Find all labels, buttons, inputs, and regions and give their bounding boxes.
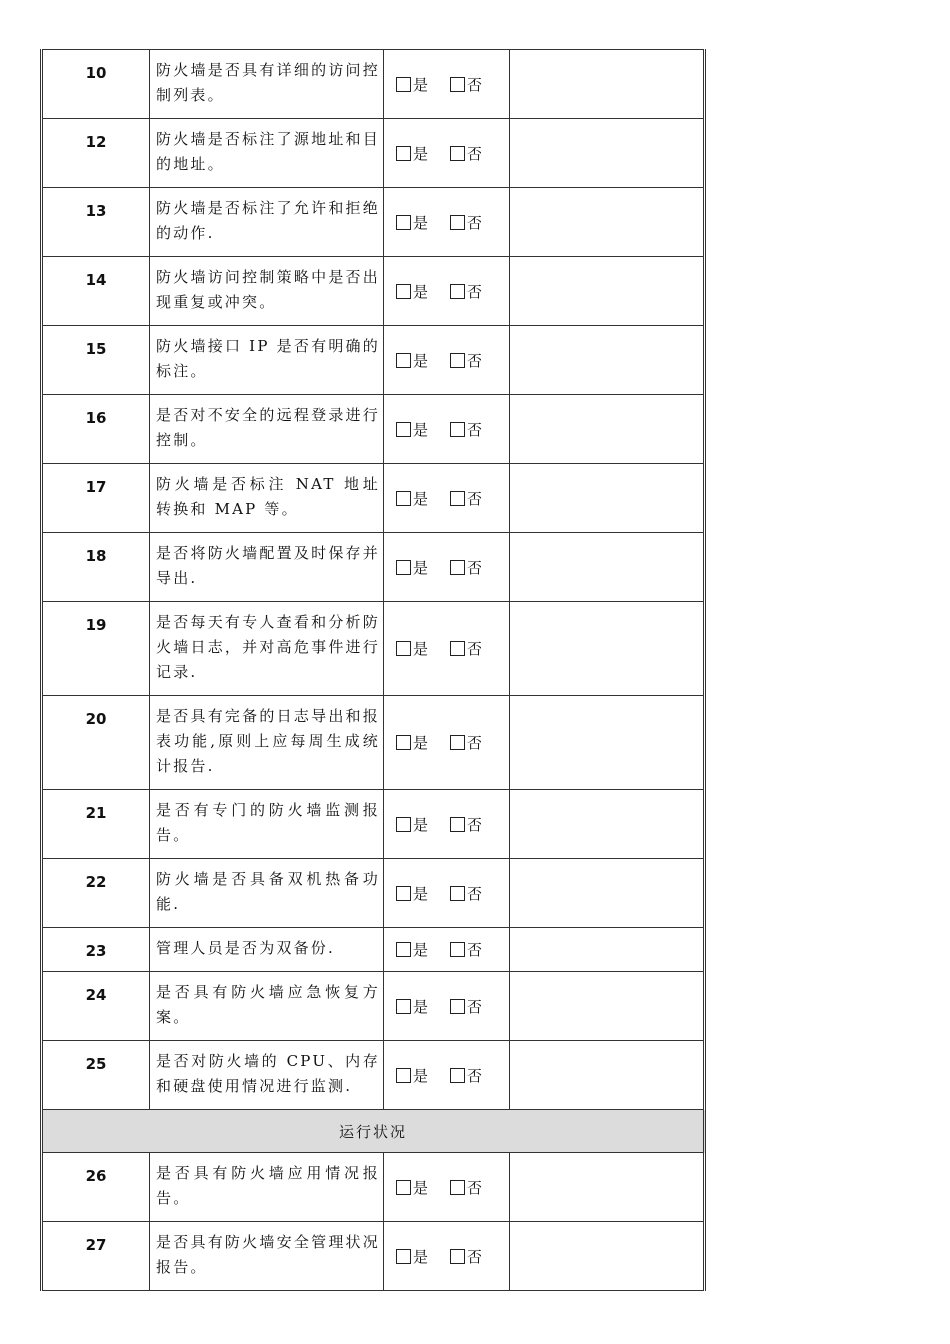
yes-checkbox[interactable] — [396, 77, 411, 92]
answer-options — [384, 928, 510, 972]
question-text: 防火墙是否标注 NAT 地址转换和 MAP 等。 — [150, 464, 384, 533]
yes-checkbox[interactable] — [396, 817, 411, 832]
option-no[interactable] — [450, 732, 482, 753]
item-number: 24 — [42, 972, 150, 1041]
yes-checkbox[interactable] — [396, 886, 411, 901]
table-row — [42, 696, 705, 790]
yes-label: 是 — [413, 734, 429, 752]
section-title: 运行状况 — [42, 1110, 705, 1153]
remarks-cell[interactable] — [510, 257, 705, 326]
option-no[interactable] — [450, 143, 482, 164]
yes-checkbox[interactable] — [396, 1249, 411, 1264]
item-number: 15 — [42, 326, 150, 395]
option-no[interactable] — [450, 883, 482, 904]
table-row — [42, 119, 705, 188]
remarks-cell[interactable] — [510, 928, 705, 972]
remarks-cell[interactable] — [510, 1041, 705, 1110]
answer-options — [384, 1222, 510, 1291]
question-text: 是否将防火墙配置及时保存并导出. — [150, 533, 384, 602]
no-checkbox[interactable] — [450, 817, 465, 832]
table-row — [42, 859, 705, 928]
option-no[interactable] — [450, 638, 482, 659]
answer-options — [384, 859, 510, 928]
no-checkbox[interactable] — [450, 886, 465, 901]
question-text: 防火墙是否具备双机热备功能. — [150, 859, 384, 928]
yes-label: 是 — [413, 884, 429, 903]
remarks-cell[interactable] — [510, 696, 705, 790]
item-number: 22 — [42, 859, 150, 928]
table-row — [42, 1222, 705, 1291]
yes-label: 是 — [413, 420, 429, 439]
remarks-cell[interactable] — [510, 464, 705, 533]
answer-options — [384, 464, 510, 533]
table-row — [42, 395, 705, 464]
remarks-cell[interactable] — [510, 326, 705, 395]
no-label: 否 — [467, 144, 483, 163]
item-number: 19 — [42, 602, 150, 696]
question-text: 防火墙接口 IP 是否有明确的标注。 — [150, 326, 384, 395]
answer-options — [384, 188, 510, 257]
answer-options — [384, 50, 510, 119]
yes-checkbox[interactable] — [396, 284, 411, 299]
yes-label: 是 — [413, 351, 429, 370]
no-checkbox[interactable] — [450, 735, 465, 750]
remarks-cell[interactable] — [510, 1222, 705, 1291]
no-label: 否 — [467, 558, 483, 577]
no-checkbox[interactable] — [450, 284, 465, 299]
no-label: 否 — [467, 997, 483, 1016]
yes-checkbox[interactable] — [396, 1068, 411, 1083]
table-row — [42, 1041, 705, 1110]
answer-options — [384, 533, 510, 602]
item-number: 20 — [42, 696, 150, 790]
question-text: 是否有专门的防火墙监测报告。 — [150, 790, 384, 859]
yes-checkbox[interactable] — [396, 422, 411, 437]
yes-label: 是 — [413, 1178, 429, 1197]
yes-label: 是 — [413, 282, 429, 301]
option-yes[interactable] — [396, 419, 428, 440]
table-row — [42, 790, 705, 859]
option-yes[interactable] — [396, 732, 428, 753]
item-number: 26 — [42, 1153, 150, 1222]
question-text: 防火墙是否具有详细的访问控制列表。 — [150, 50, 384, 119]
item-number: 21 — [42, 790, 150, 859]
option-yes[interactable] — [396, 638, 428, 659]
option-no[interactable] — [450, 1246, 482, 1267]
yes-checkbox[interactable] — [396, 999, 411, 1014]
option-yes[interactable] — [396, 488, 428, 509]
yes-label: 是 — [413, 213, 429, 232]
no-label: 否 — [467, 1247, 483, 1266]
question-text: 是否具有完备的日志导出和报表功能,原则上应每周生成统计报告. — [150, 696, 384, 790]
table-row — [42, 326, 705, 395]
no-checkbox[interactable] — [450, 560, 465, 575]
yes-checkbox[interactable] — [396, 641, 411, 656]
option-no[interactable] — [450, 1177, 482, 1198]
checklist-table — [40, 49, 706, 1291]
item-number: 27 — [42, 1222, 150, 1291]
yes-label: 是 — [413, 997, 429, 1016]
checklist-body-b — [42, 1153, 705, 1291]
item-number: 16 — [42, 395, 150, 464]
yes-checkbox[interactable] — [396, 942, 411, 957]
yes-label: 是 — [413, 558, 429, 577]
no-label: 否 — [467, 213, 483, 232]
table-row — [42, 602, 705, 696]
item-number: 17 — [42, 464, 150, 533]
yes-checkbox[interactable] — [396, 560, 411, 575]
option-yes[interactable] — [396, 939, 428, 960]
no-label: 否 — [467, 734, 483, 752]
option-no[interactable] — [450, 281, 482, 302]
remarks-cell[interactable] — [510, 188, 705, 257]
yes-checkbox[interactable] — [396, 491, 411, 506]
yes-checkbox[interactable] — [396, 1180, 411, 1195]
no-label: 否 — [467, 884, 483, 903]
no-label: 否 — [467, 1066, 483, 1085]
question-text: 是否对不安全的远程登录进行控制。 — [150, 395, 384, 464]
yes-label: 是 — [413, 144, 429, 163]
question-text: 防火墙是否标注了源地址和目的地址。 — [150, 119, 384, 188]
yes-checkbox[interactable] — [396, 735, 411, 750]
option-no[interactable] — [450, 488, 482, 509]
remarks-cell[interactable] — [510, 602, 705, 696]
no-checkbox[interactable] — [450, 1068, 465, 1083]
item-number: 13 — [42, 188, 150, 257]
section-header-body — [42, 1110, 705, 1153]
option-yes[interactable] — [396, 281, 428, 302]
item-number: 10 — [42, 50, 150, 119]
table-row — [42, 50, 705, 119]
no-label: 否 — [467, 75, 483, 94]
option-no[interactable] — [450, 212, 482, 233]
table-row — [42, 464, 705, 533]
option-no[interactable] — [450, 74, 482, 95]
option-yes[interactable] — [396, 1246, 428, 1267]
answer-options — [384, 119, 510, 188]
remarks-cell[interactable] — [510, 50, 705, 119]
item-number: 14 — [42, 257, 150, 326]
answer-options — [384, 696, 510, 790]
no-checkbox[interactable] — [450, 422, 465, 437]
question-text: 是否具有防火墙应急恢复方案。 — [150, 972, 384, 1041]
no-label: 否 — [467, 282, 483, 301]
remarks-cell[interactable] — [510, 790, 705, 859]
section-header-row — [42, 1110, 705, 1153]
option-yes[interactable] — [396, 557, 428, 578]
remarks-cell[interactable] — [510, 533, 705, 602]
remarks-cell[interactable] — [510, 395, 705, 464]
yes-label: 是 — [413, 640, 429, 658]
no-label: 否 — [467, 351, 483, 370]
yes-checkbox[interactable] — [396, 215, 411, 230]
answer-options — [384, 395, 510, 464]
yes-checkbox[interactable] — [396, 146, 411, 161]
question-text: 是否具有防火墙安全管理状况报告。 — [150, 1222, 384, 1291]
yes-label: 是 — [413, 815, 429, 834]
option-yes[interactable] — [396, 212, 428, 233]
no-label: 否 — [467, 1178, 483, 1197]
option-no[interactable] — [450, 996, 482, 1017]
no-checkbox[interactable] — [450, 641, 465, 656]
item-number: 18 — [42, 533, 150, 602]
option-no[interactable] — [450, 939, 482, 960]
answer-options — [384, 1153, 510, 1222]
question-text: 防火墙访问控制策略中是否出现重复或冲突。 — [150, 257, 384, 326]
no-checkbox[interactable] — [450, 1249, 465, 1264]
table-row — [42, 188, 705, 257]
table-row — [42, 1153, 705, 1222]
no-checkbox[interactable] — [450, 999, 465, 1014]
option-no[interactable] — [450, 557, 482, 578]
no-checkbox[interactable] — [450, 146, 465, 161]
question-text: 防火墙是否标注了允许和拒绝的动作. — [150, 188, 384, 257]
no-label: 否 — [467, 489, 483, 508]
table-row — [42, 257, 705, 326]
option-yes[interactable] — [396, 74, 428, 95]
remarks-cell[interactable] — [510, 119, 705, 188]
option-no[interactable] — [450, 350, 482, 371]
item-number: 23 — [42, 928, 150, 972]
option-yes[interactable] — [396, 1177, 428, 1198]
question-text: 是否每天有专人查看和分析防火墙日志，并对高危事件进行记录. — [150, 602, 384, 696]
item-number: 12 — [42, 119, 150, 188]
option-no[interactable] — [450, 419, 482, 440]
yes-label: 是 — [413, 489, 429, 508]
option-no[interactable] — [450, 814, 482, 835]
answer-options — [384, 1041, 510, 1110]
answer-options — [384, 602, 510, 696]
no-checkbox[interactable] — [450, 215, 465, 230]
table-row — [42, 533, 705, 602]
no-label: 否 — [467, 941, 483, 959]
item-number: 25 — [42, 1041, 150, 1110]
option-yes[interactable] — [396, 814, 428, 835]
yes-checkbox[interactable] — [396, 353, 411, 368]
yes-label: 是 — [413, 1066, 429, 1085]
option-yes[interactable] — [396, 143, 428, 164]
answer-options — [384, 972, 510, 1041]
remarks-cell[interactable] — [510, 859, 705, 928]
table-row — [42, 928, 705, 972]
no-label: 否 — [467, 420, 483, 439]
no-checkbox[interactable] — [450, 491, 465, 506]
option-yes[interactable] — [396, 883, 428, 904]
yes-label: 是 — [413, 1247, 429, 1266]
no-checkbox[interactable] — [450, 1180, 465, 1195]
yes-label: 是 — [413, 941, 429, 959]
no-checkbox[interactable] — [450, 353, 465, 368]
question-text: 是否对防火墙的 CPU、内存和硬盘使用情况进行监测. — [150, 1041, 384, 1110]
option-yes[interactable] — [396, 350, 428, 371]
no-label: 否 — [467, 640, 483, 658]
table-row — [42, 972, 705, 1041]
question-text: 是否具有防火墙应用情况报告。 — [150, 1153, 384, 1222]
remarks-cell[interactable] — [510, 972, 705, 1041]
option-yes[interactable] — [396, 1065, 428, 1086]
option-no[interactable] — [450, 1065, 482, 1086]
answer-options — [384, 790, 510, 859]
no-checkbox[interactable] — [450, 942, 465, 957]
no-checkbox[interactable] — [450, 77, 465, 92]
option-yes[interactable] — [396, 996, 428, 1017]
question-text: 管理人员是否为双备份. — [150, 928, 384, 972]
remarks-cell[interactable] — [510, 1153, 705, 1222]
answer-options — [384, 326, 510, 395]
answer-options — [384, 257, 510, 326]
no-label: 否 — [467, 815, 483, 834]
yes-label: 是 — [413, 75, 429, 94]
checklist-body-a — [42, 50, 705, 1110]
